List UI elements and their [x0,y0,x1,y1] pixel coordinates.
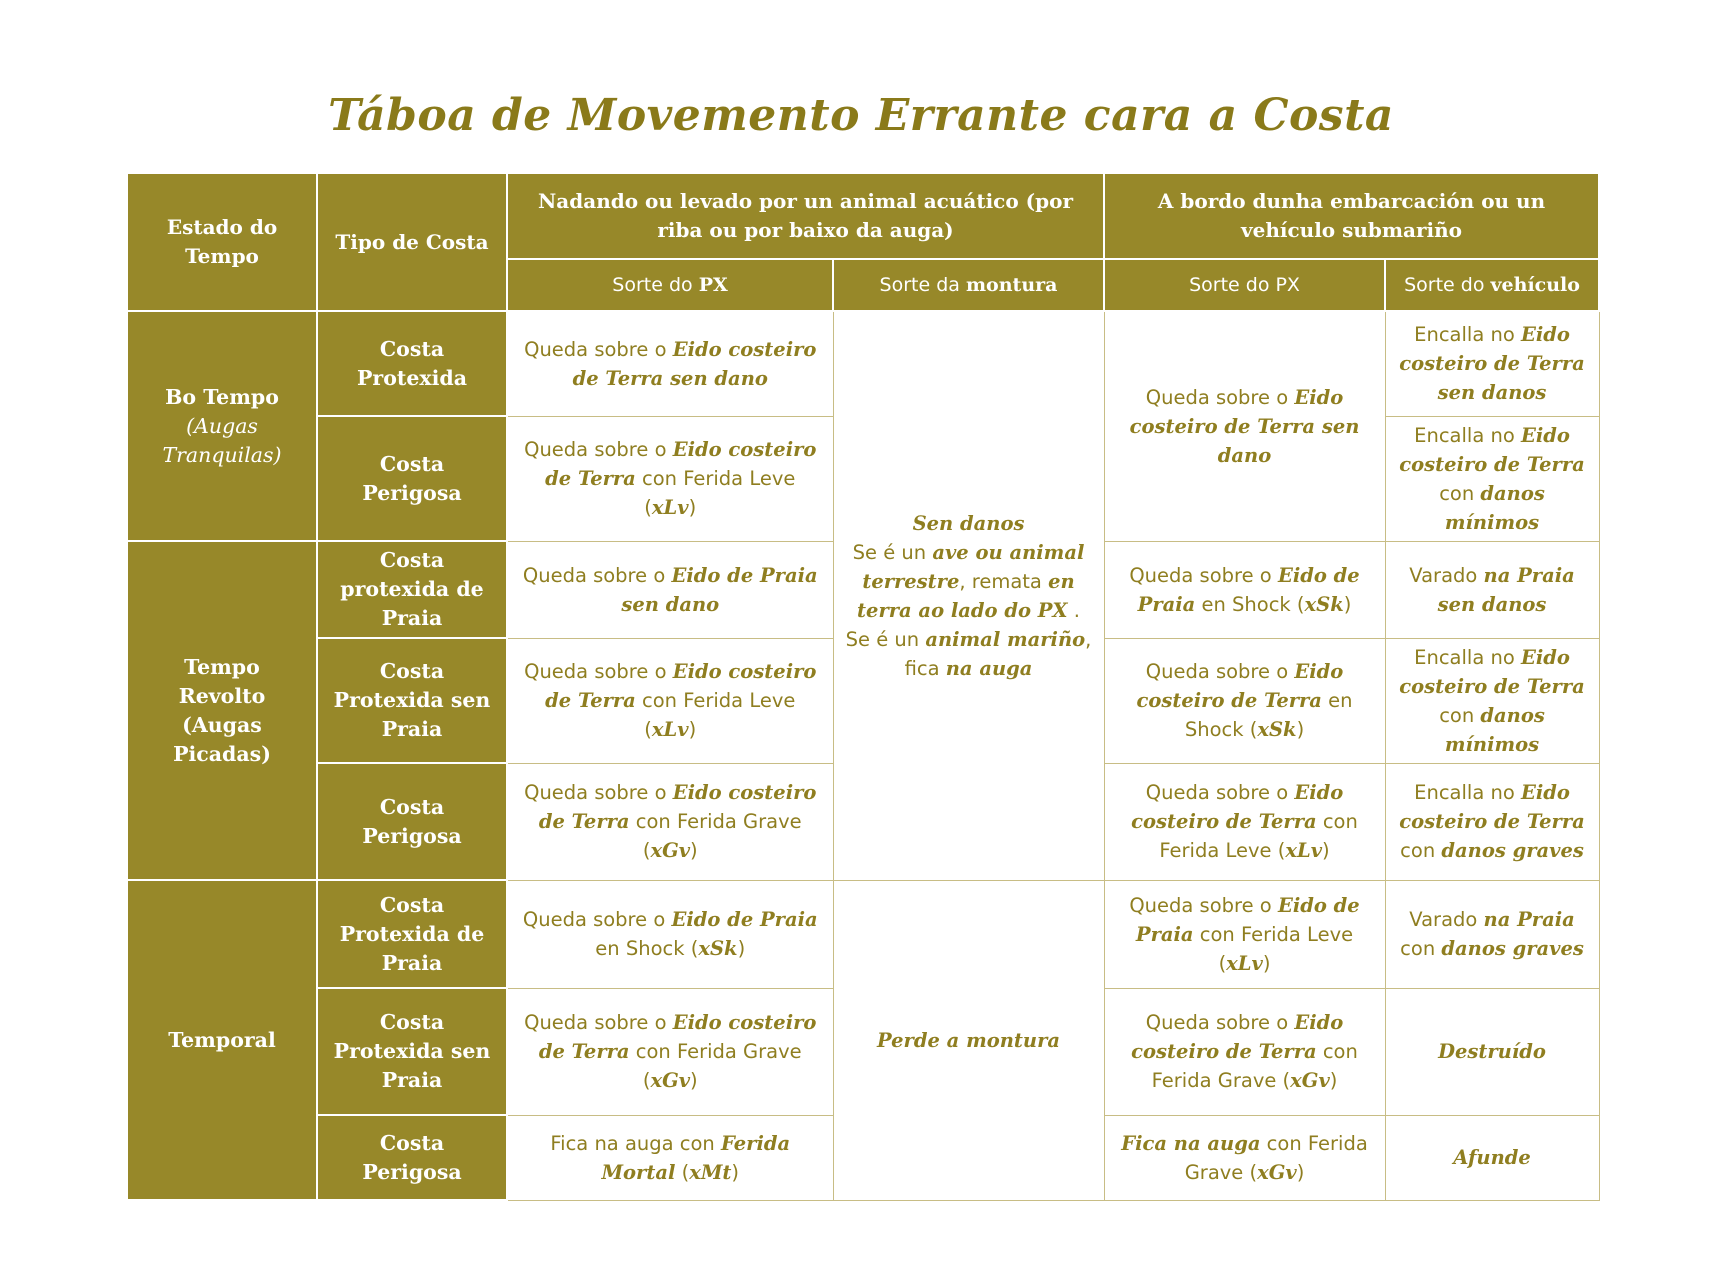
table-row [127,311,1599,416]
subheader-mount: Sorte da montura [833,259,1104,311]
table-row [127,880,1599,988]
subheader-vehicle: Sorte do vehículo [1385,259,1599,311]
vehicle-outcome: Varado na Praia sen danos [1385,541,1599,638]
header-weather: Estado do Tempo [127,173,317,311]
mount-outcome-storm: Perde a montura [833,880,1104,1200]
coast-type-cell: Costa Protexida de Praia [317,880,507,988]
coast-type-cell: Costa protexida de Praia [317,541,507,638]
coast-type-cell: Costa Perigosa [317,416,507,541]
vehicle-outcome: Encalla no Eido costeiro de Terra con danos mínimos [1385,416,1599,541]
pc-aboard-outcome: Fica na auga con Ferida Grave (xGv) [1104,1115,1385,1200]
pc-swim-outcome: Queda sobre o Eido de Praia sen dano [507,541,833,638]
pc-aboard-outcome: Queda sobre o Eido de Praia en Shock (xSk) [1104,541,1385,638]
coast-type-cell: Costa Perigosa [317,1115,507,1200]
pc-swim-outcome: Queda sobre o Eido costeiro de Terra con Ferida Grave (xGv) [507,763,833,880]
pc-aboard-outcome: Queda sobre o Eido costeiro de Terra con Ferida Leve (xLv) [1104,763,1385,880]
vehicle-outcome: Varado na Praia con danos graves [1385,880,1599,988]
pc-swim-outcome: Queda sobre o Eido costeiro de Terra con Ferida Leve (xLv) [507,638,833,763]
vehicle-outcome: Encalla no Eido costeiro de Terra sen danos [1385,311,1599,416]
weather-rough: Tempo Revolto (Augas Picadas) [127,541,317,880]
coast-type-cell: Costa Perigosa [317,763,507,880]
pc-aboard-outcome: Queda sobre o Eido de Praia con Ferida Leve (xLv) [1104,880,1385,988]
page-title: Táboa de Movemento Errante cara a Costa [328,90,1394,141]
vehicle-outcome: Afunde [1385,1115,1599,1200]
weather-storm: Temporal [127,880,317,1200]
pc-aboard-outcome: Queda sobre o Eido costeiro de Terra sen dano [1104,311,1385,541]
coast-type-cell: Costa Protexida [317,311,507,416]
mount-outcome-calm: Sen danos Se é un ave ou animal terrestre, remata en terra ao lado do PX . Se é un animal mariño, fica na auga [833,311,1104,880]
header-coast-type: Tipo de Costa [317,173,507,311]
pc-swim-outcome: Queda sobre o Eido costeiro de Terra sen dano [507,311,833,416]
pc-swim-outcome: Queda sobre o Eido de Praia en Shock (xSk) [507,880,833,988]
pc-aboard-outcome: Queda sobre o Eido costeiro de Terra con Ferida Grave (xGv) [1104,988,1385,1115]
pc-swim-outcome: Queda sobre o Eido costeiro de Terra con Ferida Leve (xLv) [507,416,833,541]
header-aboard: A bordo dunha embarcación ou un vehículo submariño [1104,173,1599,259]
pc-swim-outcome: Queda sobre o Eido costeiro de Terra con Ferida Grave (xGv) [507,988,833,1115]
vehicle-outcome: Encalla no Eido costeiro de Terra con danos graves [1385,763,1599,880]
vehicle-outcome: Destruído [1385,988,1599,1115]
pc-swim-outcome: Fica na auga con Ferida Mortal (xMt) [507,1115,833,1200]
vehicle-outcome: Encalla no Eido costeiro de Terra con danos mínimos [1385,638,1599,763]
subheader-pc-swim: Sorte do PX [507,259,833,311]
coast-movement-table [126,172,1600,1201]
coast-type-cell: Costa Protexida sen Praia [317,638,507,763]
weather-good: Bo Tempo (Augas Tranquilas) [127,311,317,541]
header-swimming: Nadando ou levado por un animal acuático (por riba ou por baixo da auga) [507,173,1104,259]
pc-aboard-outcome: Queda sobre o Eido costeiro de Terra en Shock (xSk) [1104,638,1385,763]
coast-type-cell: Costa Protexida sen Praia [317,988,507,1115]
subheader-pc-aboard: Sorte do PX [1104,259,1385,311]
